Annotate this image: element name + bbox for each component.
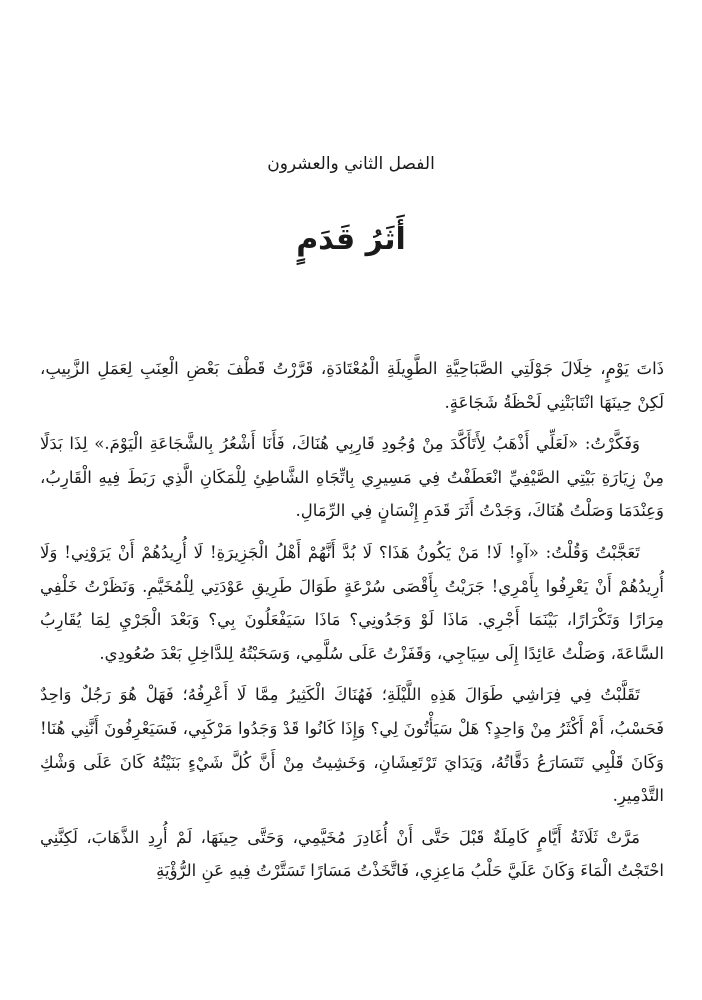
chapter-title: أَثَرُ قَدَمٍ (296, 222, 406, 257)
paragraph: مَرَّتْ ثَلَاثَةُ أَيَّامٍ كَامِلَةٌ قَبْلَ حَتَّى أَنْ أُغَادِرَ مُخَيَّمِي، وَحَتَّى حِينَهَا، لَمْ أُرِدِ الذَّهَابَ، لَكِنَّنِي احْتَجْتُ الْمَاءَ وَكَانَ عَلَيَّ حَلْبُ مَاعِزِي، فَاتَّخَذْتُ مَسَارًا تَسَتَّرْتُ فِيهِ عَنِ الرُّؤْيَةِ (40, 827, 664, 881)
paragraph: تَعَجَّبْتُ وَقُلْتُ: «آهٍ! لَا! مَنْ يَكُونُ هَذَا؟ لَا بُدَّ أَنَّهُمْ أَهْلُ الْجَزِيرَةِ! لَا أُرِيدُهُمْ أَنْ يَرَوْنِي! وَلَا أُرِيدُهُمْ أَنْ يَعْرِفُوا بِأَمْرِي! جَرَيْتُ بِأَقْصَى سُرْعَةٍ طَوَالَ طَرِيقِ عَوْدَتِي لِلْمُخَيَّمِ. وَنَظَرْتُ خَلْفِي مِرَارًا وَتَكْرَارًا، بَيْنَمَا أَجْرِي. مَاذَا لَوْ وَجَدُونِي؟ مَاذَا سَيَفْعَلُونَ بِي؟ وَبَعْدَ الْجَرْيِ لِمَا يُقَارِبُ السَّاعَةَ، وَصَلْتُ عَائِدًا إِلَى سِيَاجِي، وَقَفَزْتُ عَلَى سُلَّمِي، وَسَحَبْتُهُ لِلدَّاخِلِ بَعْدَ صُعُودِي. (40, 542, 664, 663)
body-text (40, 352, 664, 896)
paragraph: تَقَلَّبْتُ فِي فِرَاشِي طَوَالَ هَذِهِ اللَّيْلَةِ؛ فَهُنَاكَ الْكَثِيرُ مِمَّا لَا أَعْرِفُهُ؛ فَهَلْ هُوَ رَجُلٌ وَاحِدٌ فَحَسْبُ، أَمْ أَكْثَرُ مِنْ وَاحِدٍ؟ هَلْ سَيَأْتُونَ لِي؟ وَإِذَا كَانُوا قَدْ وَجَدُوا مَرْكَبِي، فَسَيَعْرِفُونَ أَنَّنِي هُنَا! وَكَانَ قَلْبِي تَتَسَارَعُ دَقَّاتُهُ، وَيَدَايَ تَرْتَعِشَانِ، وَخَشِيتُ مِنْ أَنَّ كُلَّ شَيْءٍ بَنَيْتُهُ كَانَ عَلَى وَشْكِ التَّدْمِيرِ. (40, 685, 664, 806)
paragraph: ذَاتَ يَوْمٍ، خِلَالَ جَوْلَتِي الصَّبَاحِيَّةِ الطَّوِيلَةِ الْمُعْتَادَةِ، قَرَّرْتُ قَطْفَ بَعْضِ الْعِنَبِ لِعَمَلِ الزَّبِيبِ، لَكِنْ حِينَهَا انْتَابَتْنِي لَحْظَةُ شَجَاعَةٍ. (40, 359, 664, 412)
paragraph: وَفَكَّرْتُ: «لَعَلِّي أَذْهَبُ لِأَتَأَكَّدَ مِنْ وُجُودِ قَارِبِي هُنَاكَ، فَأَنَا أَشْعُرُ بِالشَّجَاعَةِ الْيَوْمَ.» لِذَا بَدَلًا مِنْ زِيَارَةِ بَيْتِي الصَّيْفِيِّ انْعَطَفْتُ فِي مَسِيرِي بِاتِّجَاهِ الشَّاطِئِ لِلْمَكَانِ الَّذِي رَبَطَ فِيهِ الْقَارِبُ، وَعِنْدَمَا وَصَلْتُ هُنَاكَ، وَجَدْتُ أَثَرَ قَدَمِ إِنْسَانٍ فِي الرِّمَالِ. (40, 434, 664, 521)
chapter-label: الفصل الثاني والعشرون (267, 154, 435, 174)
